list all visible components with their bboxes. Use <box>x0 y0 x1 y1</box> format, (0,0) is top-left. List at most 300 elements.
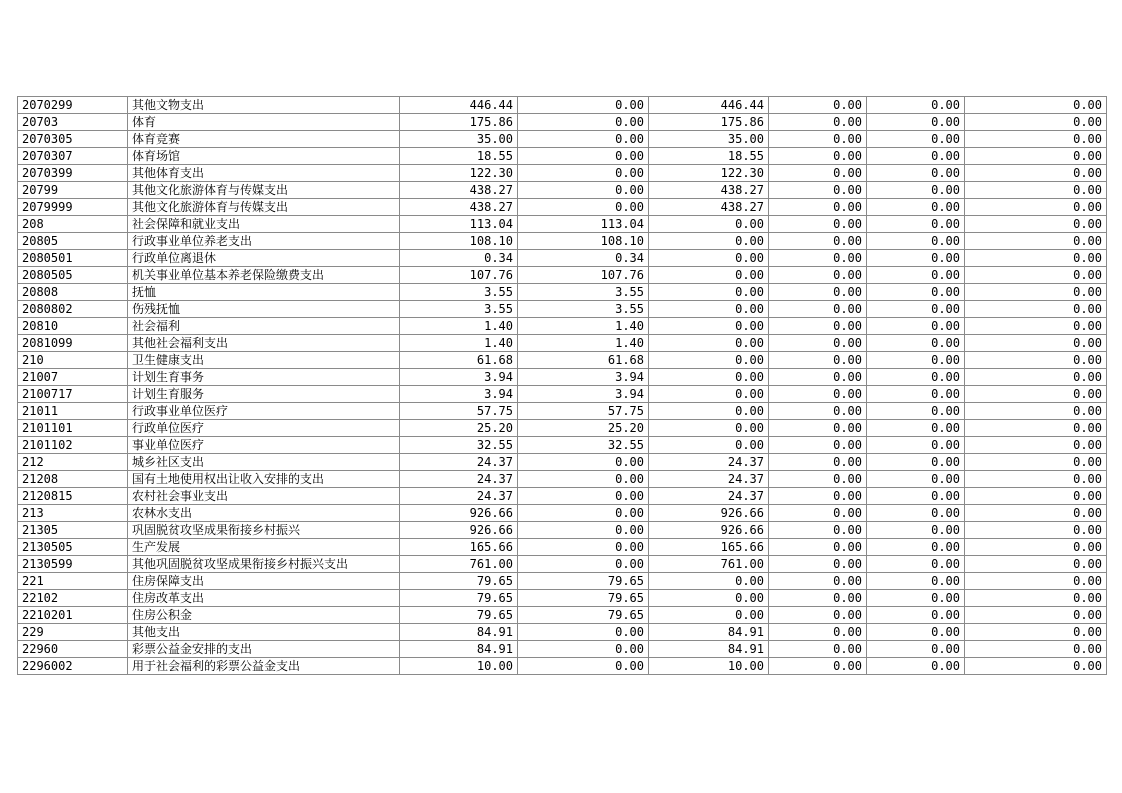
table-row <box>18 250 1107 267</box>
item-name-cell: 其他支出 <box>128 624 400 641</box>
amount-cell: 1.40 <box>518 318 649 335</box>
code-cell: 2130505 <box>18 539 128 556</box>
amount-cell: 57.75 <box>518 403 649 420</box>
amount-cell: 0.00 <box>649 284 769 301</box>
amount-cell: 0.00 <box>769 471 867 488</box>
table-row <box>18 148 1107 165</box>
code-cell: 2080501 <box>18 250 128 267</box>
amount-cell: 175.86 <box>649 114 769 131</box>
amount-cell: 0.00 <box>518 624 649 641</box>
amount-cell: 1.40 <box>400 335 518 352</box>
item-name-cell: 其他文物支出 <box>128 97 400 114</box>
code-cell: 2101102 <box>18 437 128 454</box>
amount-cell: 0.00 <box>518 488 649 505</box>
amount-cell: 0.00 <box>965 165 1107 182</box>
amount-cell: 0.00 <box>867 335 965 352</box>
amount-cell: 0.00 <box>769 267 867 284</box>
amount-cell: 0.00 <box>518 658 649 675</box>
amount-cell: 113.04 <box>400 216 518 233</box>
amount-cell: 0.00 <box>649 301 769 318</box>
amount-cell: 0.00 <box>518 454 649 471</box>
amount-cell: 761.00 <box>649 556 769 573</box>
code-cell: 2100717 <box>18 386 128 403</box>
amount-cell: 0.00 <box>867 420 965 437</box>
amount-cell: 0.00 <box>769 199 867 216</box>
code-cell: 2080802 <box>18 301 128 318</box>
amount-cell: 0.00 <box>518 522 649 539</box>
amount-cell: 0.00 <box>965 114 1107 131</box>
amount-cell: 0.00 <box>769 522 867 539</box>
amount-cell: 0.00 <box>965 573 1107 590</box>
amount-cell: 0.00 <box>867 403 965 420</box>
item-name-cell: 住房公积金 <box>128 607 400 624</box>
amount-cell: 0.00 <box>769 505 867 522</box>
amount-cell: 0.00 <box>769 641 867 658</box>
item-name-cell: 抚恤 <box>128 284 400 301</box>
amount-cell: 0.00 <box>769 165 867 182</box>
amount-cell: 0.00 <box>965 131 1107 148</box>
amount-cell: 0.00 <box>769 454 867 471</box>
amount-cell: 0.00 <box>965 267 1107 284</box>
amount-cell: 0.00 <box>867 250 965 267</box>
code-cell: 2070307 <box>18 148 128 165</box>
amount-cell: 24.37 <box>400 471 518 488</box>
item-name-cell: 其他社会福利支出 <box>128 335 400 352</box>
item-name-cell: 行政单位医疗 <box>128 420 400 437</box>
amount-cell: 24.37 <box>400 454 518 471</box>
amount-cell: 165.66 <box>649 539 769 556</box>
amount-cell: 0.00 <box>867 165 965 182</box>
amount-cell: 0.00 <box>769 369 867 386</box>
item-name-cell: 农林水支出 <box>128 505 400 522</box>
amount-cell: 165.66 <box>400 539 518 556</box>
amount-cell: 0.00 <box>867 556 965 573</box>
amount-cell: 107.76 <box>518 267 649 284</box>
amount-cell: 926.66 <box>400 505 518 522</box>
amount-cell: 0.00 <box>867 505 965 522</box>
item-name-cell: 社会保障和就业支出 <box>128 216 400 233</box>
table-row <box>18 539 1107 556</box>
amount-cell: 10.00 <box>649 658 769 675</box>
table-row <box>18 437 1107 454</box>
amount-cell: 0.00 <box>649 420 769 437</box>
amount-cell: 0.00 <box>769 233 867 250</box>
code-cell: 210 <box>18 352 128 369</box>
code-cell: 2070299 <box>18 97 128 114</box>
code-cell: 221 <box>18 573 128 590</box>
amount-cell: 0.00 <box>769 607 867 624</box>
amount-cell: 0.00 <box>965 386 1107 403</box>
table-row <box>18 165 1107 182</box>
code-cell: 2130599 <box>18 556 128 573</box>
code-cell: 20808 <box>18 284 128 301</box>
code-cell: 21208 <box>18 471 128 488</box>
amount-cell: 0.00 <box>649 369 769 386</box>
item-name-cell: 用于社会福利的彩票公益金支出 <box>128 658 400 675</box>
code-cell: 212 <box>18 454 128 471</box>
amount-cell: 0.00 <box>518 97 649 114</box>
code-cell: 2070399 <box>18 165 128 182</box>
table-row <box>18 131 1107 148</box>
item-name-cell: 伤残抚恤 <box>128 301 400 318</box>
amount-cell: 926.66 <box>649 522 769 539</box>
code-cell: 22102 <box>18 590 128 607</box>
amount-cell: 0.00 <box>867 114 965 131</box>
amount-cell: 0.00 <box>518 556 649 573</box>
code-cell: 2296002 <box>18 658 128 675</box>
amount-cell: 0.00 <box>867 437 965 454</box>
amount-cell: 0.00 <box>769 250 867 267</box>
amount-cell: 0.00 <box>867 199 965 216</box>
amount-cell: 0.00 <box>867 97 965 114</box>
amount-cell: 0.00 <box>867 284 965 301</box>
amount-cell: 0.00 <box>965 505 1107 522</box>
amount-cell: 24.37 <box>649 471 769 488</box>
amount-cell: 438.27 <box>649 199 769 216</box>
amount-cell: 446.44 <box>400 97 518 114</box>
amount-cell: 0.00 <box>867 590 965 607</box>
amount-cell: 0.00 <box>769 386 867 403</box>
amount-cell: 3.94 <box>400 386 518 403</box>
amount-cell: 0.00 <box>649 590 769 607</box>
code-cell: 2101101 <box>18 420 128 437</box>
amount-cell: 0.00 <box>649 386 769 403</box>
table-row <box>18 318 1107 335</box>
amount-cell: 0.00 <box>867 267 965 284</box>
table-row <box>18 556 1107 573</box>
amount-cell: 0.00 <box>867 352 965 369</box>
amount-cell: 0.00 <box>867 624 965 641</box>
amount-cell: 0.00 <box>867 386 965 403</box>
amount-cell: 3.55 <box>400 301 518 318</box>
table-row <box>18 386 1107 403</box>
table-row <box>18 420 1107 437</box>
amount-cell: 0.00 <box>518 505 649 522</box>
amount-cell: 79.65 <box>400 607 518 624</box>
code-cell: 21007 <box>18 369 128 386</box>
amount-cell: 0.00 <box>518 641 649 658</box>
amount-cell: 0.00 <box>965 301 1107 318</box>
amount-cell: 0.00 <box>769 590 867 607</box>
amount-cell: 0.00 <box>769 148 867 165</box>
amount-cell: 0.00 <box>769 488 867 505</box>
amount-cell: 0.00 <box>769 624 867 641</box>
amount-cell: 0.00 <box>518 114 649 131</box>
table-row <box>18 335 1107 352</box>
table-row <box>18 267 1107 284</box>
item-name-cell: 住房保障支出 <box>128 573 400 590</box>
code-cell: 2210201 <box>18 607 128 624</box>
item-name-cell: 彩票公益金安排的支出 <box>128 641 400 658</box>
item-name-cell: 行政事业单位养老支出 <box>128 233 400 250</box>
amount-cell: 0.00 <box>769 318 867 335</box>
amount-cell: 0.00 <box>867 539 965 556</box>
amount-cell: 10.00 <box>400 658 518 675</box>
amount-cell: 0.00 <box>867 301 965 318</box>
item-name-cell: 体育竞赛 <box>128 131 400 148</box>
table-row <box>18 522 1107 539</box>
amount-cell: 32.55 <box>518 437 649 454</box>
amount-cell: 35.00 <box>649 131 769 148</box>
table-row <box>18 471 1107 488</box>
amount-cell: 0.00 <box>965 522 1107 539</box>
amount-cell: 0.00 <box>965 420 1107 437</box>
amount-cell: 0.00 <box>867 573 965 590</box>
item-name-cell: 国有土地使用权出让收入安排的支出 <box>128 471 400 488</box>
amount-cell: 79.65 <box>518 607 649 624</box>
amount-cell: 0.00 <box>867 471 965 488</box>
amount-cell: 0.00 <box>867 216 965 233</box>
item-name-cell: 计划生育事务 <box>128 369 400 386</box>
amount-cell: 0.00 <box>867 454 965 471</box>
code-cell: 21305 <box>18 522 128 539</box>
amount-cell: 0.00 <box>649 318 769 335</box>
item-name-cell: 生产发展 <box>128 539 400 556</box>
amount-cell: 0.00 <box>965 182 1107 199</box>
amount-cell: 84.91 <box>400 624 518 641</box>
code-cell: 229 <box>18 624 128 641</box>
amount-cell: 0.00 <box>965 216 1107 233</box>
amount-cell: 926.66 <box>649 505 769 522</box>
amount-cell: 108.10 <box>518 233 649 250</box>
table-row <box>18 624 1107 641</box>
code-cell: 20799 <box>18 182 128 199</box>
amount-cell: 0.00 <box>769 114 867 131</box>
table-row <box>18 182 1107 199</box>
amount-cell: 0.00 <box>649 335 769 352</box>
code-cell: 208 <box>18 216 128 233</box>
item-name-cell: 计划生育服务 <box>128 386 400 403</box>
item-name-cell: 社会福利 <box>128 318 400 335</box>
expenditure-table <box>17 96 1107 675</box>
table-row <box>18 607 1107 624</box>
code-cell: 2081099 <box>18 335 128 352</box>
amount-cell: 0.00 <box>965 233 1107 250</box>
item-name-cell: 其他巩固脱贫攻坚成果衔接乡村振兴支出 <box>128 556 400 573</box>
amount-cell: 761.00 <box>400 556 518 573</box>
amount-cell: 1.40 <box>400 318 518 335</box>
amount-cell: 0.00 <box>649 216 769 233</box>
amount-cell: 3.55 <box>518 301 649 318</box>
item-name-cell: 城乡社区支出 <box>128 454 400 471</box>
amount-cell: 24.37 <box>649 488 769 505</box>
item-name-cell: 体育场馆 <box>128 148 400 165</box>
amount-cell: 0.00 <box>965 658 1107 675</box>
table-row <box>18 590 1107 607</box>
amount-cell: 0.00 <box>769 539 867 556</box>
amount-cell: 18.55 <box>649 148 769 165</box>
item-name-cell: 行政单位离退休 <box>128 250 400 267</box>
amount-cell: 0.00 <box>649 233 769 250</box>
amount-cell: 0.00 <box>769 403 867 420</box>
item-name-cell: 农村社会事业支出 <box>128 488 400 505</box>
amount-cell: 57.75 <box>400 403 518 420</box>
amount-cell: 35.00 <box>400 131 518 148</box>
amount-cell: 0.00 <box>965 471 1107 488</box>
amount-cell: 0.00 <box>965 318 1107 335</box>
code-cell: 2080505 <box>18 267 128 284</box>
table-row <box>18 488 1107 505</box>
amount-cell: 0.00 <box>649 352 769 369</box>
amount-cell: 0.34 <box>400 250 518 267</box>
amount-cell: 0.00 <box>769 573 867 590</box>
table-row <box>18 658 1107 675</box>
amount-cell: 0.00 <box>867 658 965 675</box>
amount-cell: 0.00 <box>518 182 649 199</box>
item-name-cell: 其他文化旅游体育与传媒支出 <box>128 182 400 199</box>
table-row <box>18 369 1107 386</box>
amount-cell: 25.20 <box>518 420 649 437</box>
amount-cell: 0.00 <box>649 437 769 454</box>
amount-cell: 0.00 <box>867 182 965 199</box>
code-cell: 2079999 <box>18 199 128 216</box>
amount-cell: 0.00 <box>518 199 649 216</box>
amount-cell: 79.65 <box>400 573 518 590</box>
amount-cell: 0.00 <box>769 556 867 573</box>
amount-cell: 108.10 <box>400 233 518 250</box>
amount-cell: 0.00 <box>769 420 867 437</box>
amount-cell: 0.00 <box>518 148 649 165</box>
amount-cell: 0.00 <box>965 437 1107 454</box>
amount-cell: 84.91 <box>400 641 518 658</box>
amount-cell: 0.00 <box>867 233 965 250</box>
amount-cell: 0.00 <box>867 607 965 624</box>
item-name-cell: 机关事业单位基本养老保险缴费支出 <box>128 267 400 284</box>
amount-cell: 0.00 <box>769 216 867 233</box>
item-name-cell: 其他文化旅游体育与传媒支出 <box>128 199 400 216</box>
table-row <box>18 641 1107 658</box>
amount-cell: 0.00 <box>518 165 649 182</box>
amount-cell: 0.00 <box>867 131 965 148</box>
amount-cell: 3.94 <box>518 386 649 403</box>
amount-cell: 84.91 <box>649 624 769 641</box>
amount-cell: 3.94 <box>400 369 518 386</box>
amount-cell: 24.37 <box>649 454 769 471</box>
code-cell: 20805 <box>18 233 128 250</box>
amount-cell: 79.65 <box>400 590 518 607</box>
amount-cell: 61.68 <box>400 352 518 369</box>
amount-cell: 113.04 <box>518 216 649 233</box>
table-body <box>18 97 1107 675</box>
amount-cell: 61.68 <box>518 352 649 369</box>
amount-cell: 0.00 <box>769 301 867 318</box>
amount-cell: 0.00 <box>965 454 1107 471</box>
table-row <box>18 505 1107 522</box>
amount-cell: 0.00 <box>965 403 1107 420</box>
amount-cell: 926.66 <box>400 522 518 539</box>
amount-cell: 122.30 <box>400 165 518 182</box>
table-row <box>18 301 1107 318</box>
amount-cell: 0.00 <box>649 250 769 267</box>
item-name-cell: 体育 <box>128 114 400 131</box>
amount-cell: 446.44 <box>649 97 769 114</box>
amount-cell: 0.00 <box>965 199 1107 216</box>
amount-cell: 3.94 <box>518 369 649 386</box>
amount-cell: 0.00 <box>965 352 1107 369</box>
amount-cell: 0.00 <box>867 318 965 335</box>
amount-cell: 0.00 <box>965 148 1107 165</box>
table-row <box>18 403 1107 420</box>
item-name-cell: 事业单位医疗 <box>128 437 400 454</box>
amount-cell: 3.55 <box>400 284 518 301</box>
amount-cell: 1.40 <box>518 335 649 352</box>
amount-cell: 0.00 <box>769 335 867 352</box>
amount-cell: 0.00 <box>649 267 769 284</box>
amount-cell: 18.55 <box>400 148 518 165</box>
code-cell: 20810 <box>18 318 128 335</box>
amount-cell: 0.00 <box>965 539 1107 556</box>
amount-cell: 25.20 <box>400 420 518 437</box>
amount-cell: 0.00 <box>965 607 1107 624</box>
amount-cell: 0.00 <box>518 539 649 556</box>
amount-cell: 0.00 <box>769 131 867 148</box>
amount-cell: 438.27 <box>400 199 518 216</box>
code-cell: 21011 <box>18 403 128 420</box>
amount-cell: 0.00 <box>649 607 769 624</box>
amount-cell: 0.00 <box>649 573 769 590</box>
amount-cell: 0.00 <box>965 488 1107 505</box>
amount-cell: 0.00 <box>867 369 965 386</box>
table-row <box>18 284 1107 301</box>
table-row <box>18 454 1107 471</box>
table-row <box>18 199 1107 216</box>
amount-cell: 0.00 <box>965 556 1107 573</box>
item-name-cell: 卫生健康支出 <box>128 352 400 369</box>
amount-cell: 0.00 <box>769 97 867 114</box>
amount-cell: 0.00 <box>769 182 867 199</box>
amount-cell: 79.65 <box>518 590 649 607</box>
amount-cell: 0.00 <box>518 471 649 488</box>
amount-cell: 0.00 <box>867 641 965 658</box>
amount-cell: 0.00 <box>867 522 965 539</box>
amount-cell: 0.00 <box>518 131 649 148</box>
amount-cell: 0.00 <box>867 148 965 165</box>
code-cell: 2120815 <box>18 488 128 505</box>
amount-cell: 24.37 <box>400 488 518 505</box>
amount-cell: 0.00 <box>867 488 965 505</box>
amount-cell: 0.00 <box>965 624 1107 641</box>
table-row <box>18 114 1107 131</box>
amount-cell: 0.00 <box>965 335 1107 352</box>
amount-cell: 0.00 <box>965 641 1107 658</box>
item-name-cell: 巩固脱贫攻坚成果衔接乡村振兴 <box>128 522 400 539</box>
amount-cell: 0.00 <box>965 250 1107 267</box>
amount-cell: 0.00 <box>965 97 1107 114</box>
table-row <box>18 573 1107 590</box>
amount-cell: 438.27 <box>400 182 518 199</box>
amount-cell: 0.34 <box>518 250 649 267</box>
code-cell: 213 <box>18 505 128 522</box>
code-cell: 22960 <box>18 641 128 658</box>
amount-cell: 438.27 <box>649 182 769 199</box>
item-name-cell: 行政事业单位医疗 <box>128 403 400 420</box>
amount-cell: 122.30 <box>649 165 769 182</box>
amount-cell: 0.00 <box>965 369 1107 386</box>
item-name-cell: 其他体育支出 <box>128 165 400 182</box>
amount-cell: 84.91 <box>649 641 769 658</box>
table-row <box>18 233 1107 250</box>
amount-cell: 0.00 <box>769 658 867 675</box>
amount-cell: 0.00 <box>649 403 769 420</box>
amount-cell: 0.00 <box>965 284 1107 301</box>
amount-cell: 79.65 <box>518 573 649 590</box>
table-row <box>18 97 1107 114</box>
table-row <box>18 352 1107 369</box>
amount-cell: 107.76 <box>400 267 518 284</box>
amount-cell: 32.55 <box>400 437 518 454</box>
amount-cell: 3.55 <box>518 284 649 301</box>
amount-cell: 175.86 <box>400 114 518 131</box>
